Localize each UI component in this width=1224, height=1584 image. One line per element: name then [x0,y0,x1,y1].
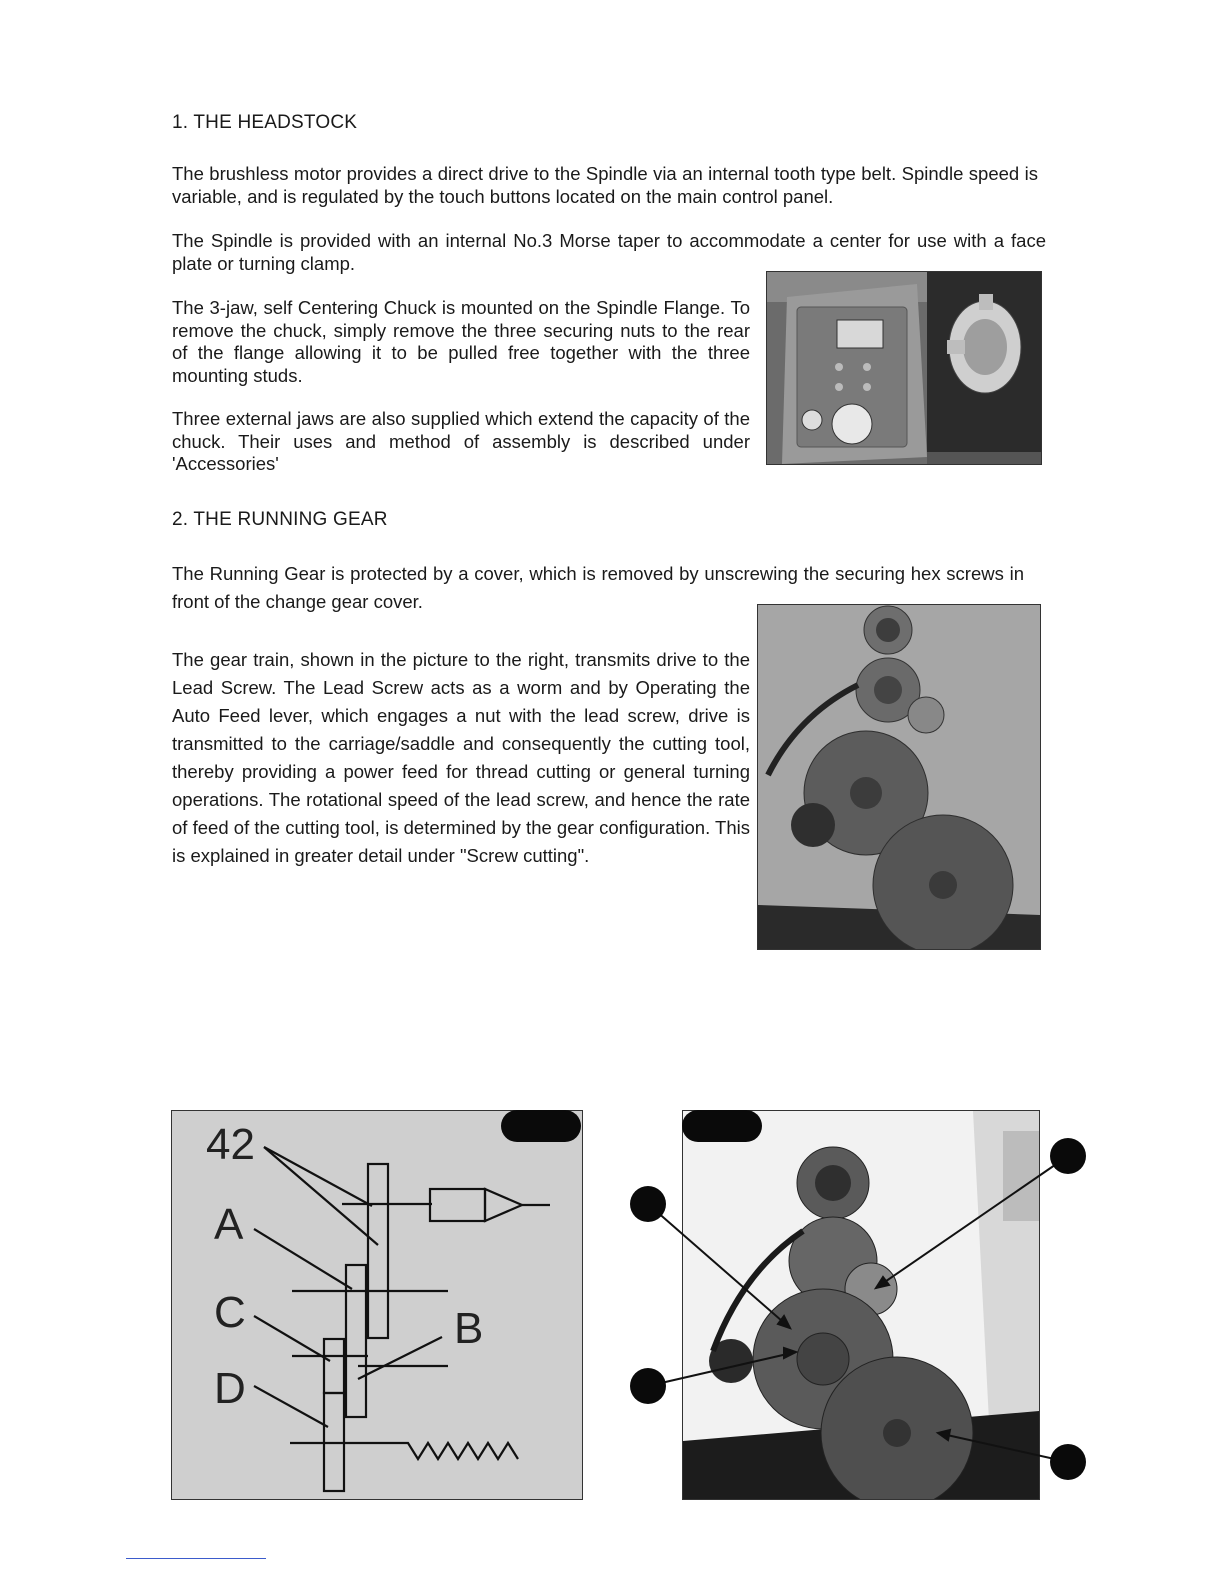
figure-tab-left [501,1110,581,1142]
diagram-label-b: B [454,1304,484,1353]
diagram-label-d: D [214,1364,246,1413]
paragraph-motor: The brushless motor provides a direct drive to the Spindle via an internal tooth type belt. Spindle speed is variable, and is regulated by the touch buttons located on the main control panel. [172,163,1038,207]
paragraph-cover: The Running Gear is protected by a cover, which is removed by unscrewing the securing hex screws in front of the change gear cover. [172,563,1024,612]
footer-rule [126,1558,266,1559]
paragraph-gear-train: The gear train, shown in the picture to the right, transmits drive to the Lead Screw. The Lead Screw acts as a worm and by Operating the Auto Feed lever, which engages a nut with the lead screw, drive is transmitted to the carriage/saddle and consequently the cutting tool, thereby providing a power feed for thread cutting or general turning operations. The rotational speed of the lead screw, and hence the rate of feed of the cutting tool, is determined by the gear configuration. This is explained in greater detail under "Screw cutting". [172,649,750,866]
gear-train-photo [757,604,1041,950]
diagram-label-a: A [214,1200,244,1249]
callout-marker-2 [630,1368,666,1404]
paragraph-spindle-taper: The Spindle is provided with an internal No.3 Morse taper to accommodate a center for use with a face plate or turning clamp. [172,230,1046,274]
diagram-label-42: 42 [206,1120,255,1169]
callout-marker-3 [1050,1138,1086,1174]
section-heading-running-gear: 2. THE RUNNING GEAR [172,509,388,530]
callout-marker-1 [630,1186,666,1222]
diagram-label-c: C [214,1288,246,1337]
section-heading-headstock: 1. THE HEADSTOCK [172,112,358,133]
headstock-photo [766,271,1042,465]
paragraph-external-jaws: Three external jaws are also supplied which extend the capacity of the chuck. Their uses and method of assembly is described under 'Accessories' [172,408,750,474]
callout-arrows [600,1120,1100,1500]
gear-diagram [171,1110,583,1500]
paragraph-chuck: The 3-jaw, self Centering Chuck is mounted on the Spindle Flange. To remove the chuck, simply remove the three securing nuts to the rear of the flange allowing it to be pulled free together with the three mounting studs. [172,297,750,386]
callout-marker-4 [1050,1444,1086,1480]
